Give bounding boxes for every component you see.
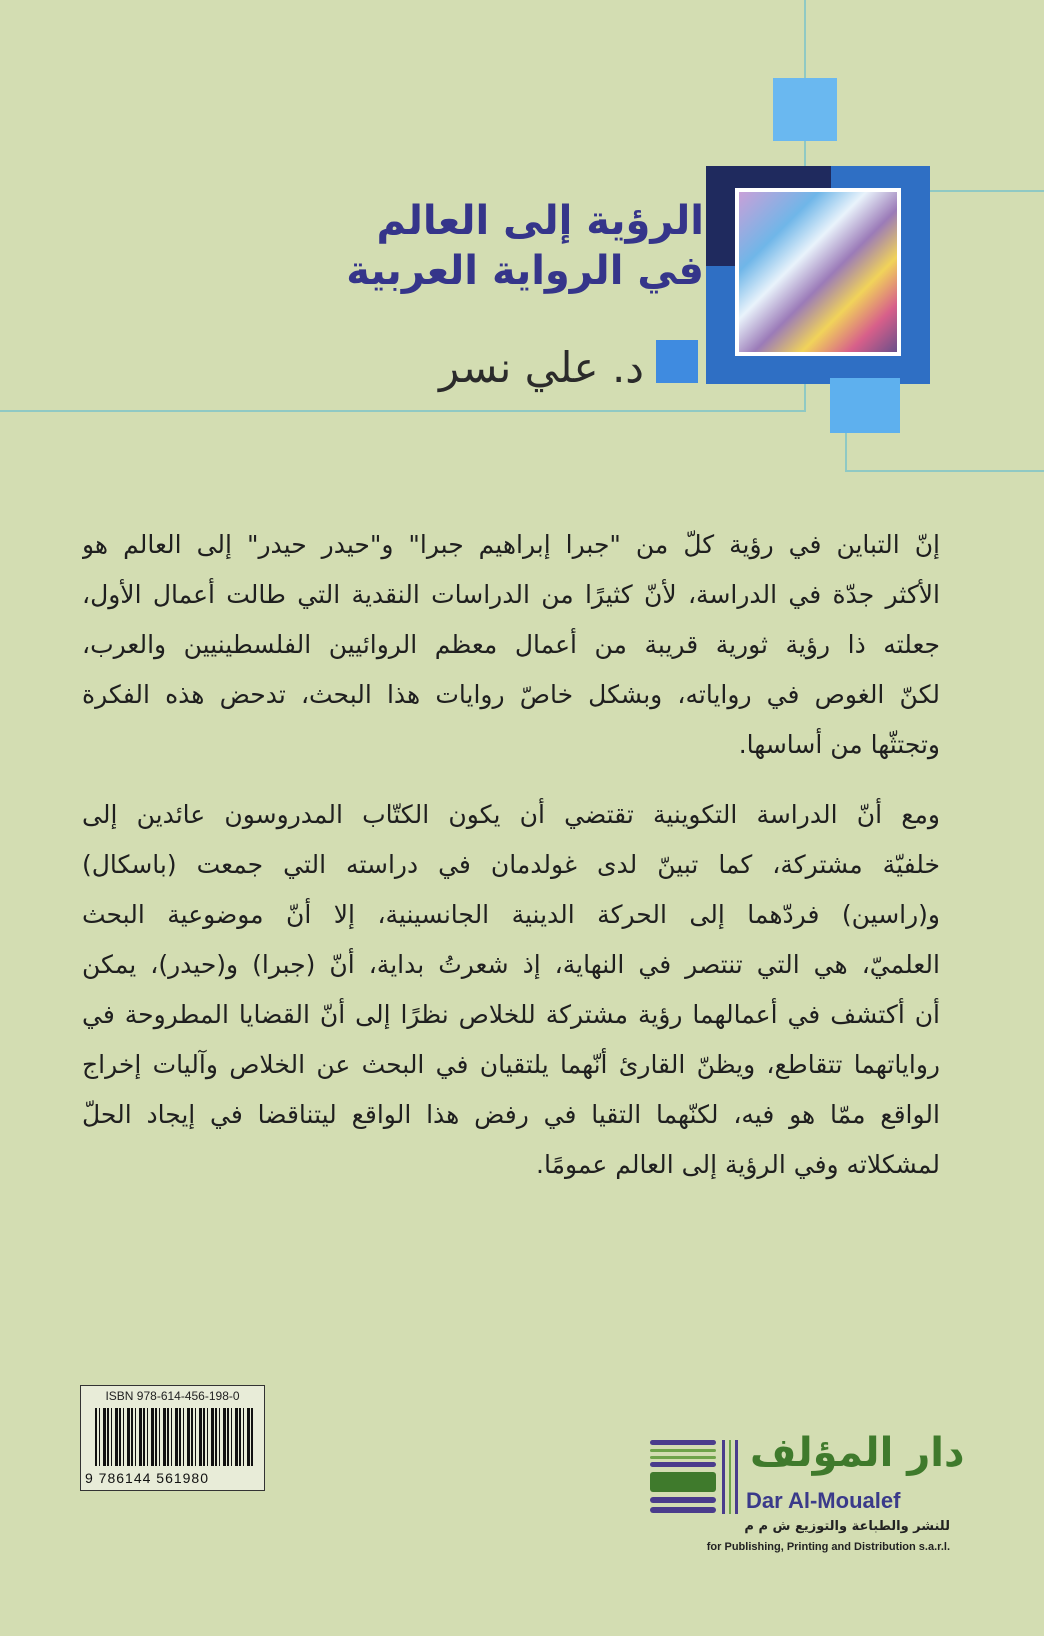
barcode: [80, 1385, 265, 1491]
logo-stripe: [650, 1507, 716, 1513]
text-line: أن أكتشف في أعمالهما رؤية مشتركة للخلاص نظرًا إلى أنّ القضايا المطروحة في: [82, 1000, 940, 1029]
decor-square: [656, 340, 698, 383]
cover-painting: [735, 188, 901, 356]
blurb-paragraph-2: [82, 790, 940, 1190]
logo-bar: [735, 1440, 738, 1514]
text-line: إنّ التباين في رؤية كلّ من "جبرا إبراهيم جبرا" و"حيدر حيدر" إلى العالم هو: [82, 530, 940, 559]
logo-stripe: [650, 1456, 716, 1459]
divider-line: [845, 430, 847, 472]
logo-stripe: [650, 1462, 716, 1467]
decor-square: [830, 378, 900, 433]
title-line: الرؤية إلى العالم: [376, 198, 704, 244]
text-line: وتجتثّها من أساسها.: [738, 730, 940, 759]
publisher-name-ar: دار المؤلف: [750, 1430, 965, 1476]
text-line: لمشكلاته وفي الرؤية إلى العالم عمومًا.: [536, 1150, 940, 1179]
text-line: العلميّ، هي التي تنتصر في النهاية، إذ شعرتُ بداية، أنّ (جبرا) و(حيدر)، يمكن: [82, 950, 940, 979]
logo-bar: [729, 1440, 731, 1514]
logo-stripe: [650, 1497, 716, 1503]
publisher-logo: [650, 1430, 965, 1560]
divider-line: [930, 190, 1044, 192]
logo-bar: [722, 1440, 725, 1514]
publisher-name-en: Dar Al-Moualef: [746, 1488, 901, 1513]
divider-line: [845, 470, 1044, 472]
text-line: الواقع ممّا هو فيه، لكنّهما التقيا في رفض هذا الواقع ليتناقضا في إيجاد الحلّ: [82, 1100, 940, 1129]
barcode-bars: [95, 1408, 255, 1466]
logo-stripe: [650, 1449, 716, 1452]
text-line: ومع أنّ الدراسة التكوينية تقتضي أن يكون الكتّاب المدروسون عائدين إلى: [82, 800, 940, 829]
text-line: لكنّ الغوص في رواياته، وبشكل خاصّ روايات هذا البحث، تدحض هذه الفكرة: [82, 680, 940, 709]
logo-stripe: [650, 1472, 716, 1492]
text-line: الأكثر جدّة في الدراسة، لأنّ كثيرًا من الدراسات النقدية التي طالت أعمال الأول،: [82, 580, 940, 609]
text-line: خلفيّة مشتركة، كما تبينّ لدى غولدمان في دراسته التي جمعت (باسكال): [82, 850, 940, 879]
logo-stripe: [650, 1440, 716, 1445]
title-line: في الرواية العربية: [346, 248, 704, 294]
text-line: و(راسين) فردّهما إلى الحركة الدينية الجانسينية، إلا أنّ موضوعية البحث: [82, 900, 940, 929]
publisher-tagline-ar: للنشر والطباعة والتوزيع ش م م: [744, 1519, 950, 1534]
divider-line: [0, 410, 806, 412]
author-name: د. علي نسر: [438, 343, 644, 392]
text-line: رواياتهما تتقاطع، ويظنّ القارئ أنّهما يلتقيان في البحث عن الخلاص وآليات إخراج: [82, 1050, 940, 1079]
blurb-paragraph-1: [82, 520, 940, 770]
publisher-tagline-en: for Publishing, Printing and Distribution s.a.r.l.: [706, 1541, 950, 1553]
text-line: جعلته ذا رؤية ثورية قريبة من أعمال معظم الروائيين الفلسطينيين والعرب،: [82, 630, 940, 659]
book-title: [104, 196, 704, 296]
isbn-label: ISBN 978-614-456-198-0: [105, 1389, 240, 1403]
decor-square: [773, 78, 837, 141]
barcode-digits: 9 786144 561980: [85, 1470, 209, 1486]
